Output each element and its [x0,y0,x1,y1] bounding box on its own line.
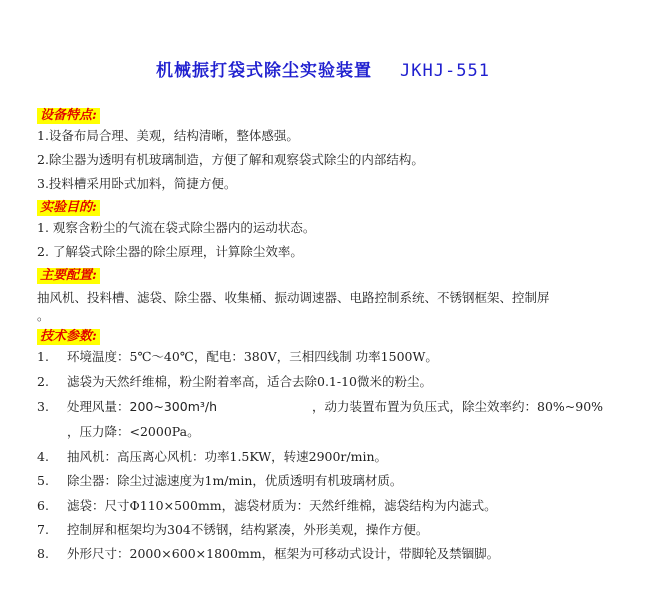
param-text-6: 滤袋：尺寸Φ110×500mm，滤袋材质为：天然纤维棉，滤袋结构为内滤式。 [67,498,497,513]
config-text: 抽风机、投料槽、滤袋、除尘器、收集桶、振动调速器、电路控制系统、不锈钢框架、控制屏 [37,290,550,305]
param-text-2: 滤袋为天然纤维棉，粉尘附着率高，适合去除0.1-10微米的粉尘。 [67,374,433,389]
param-text-3a: 处理风量：200~300m³/h [67,399,218,414]
param-num-8: 8. [37,546,49,561]
feature-item-1: 1.设备布局合理、美观，结构清晰，整体感强。 [37,128,299,143]
params-header: 技术参数: [37,329,100,345]
purpose-item-2: 2. 了解袋式除尘器的除尘原理，计算除尘效率。 [37,244,303,259]
param-num-3: 3. [37,399,49,414]
param-num-5: 5. [37,473,49,488]
features-header: 设备特点: [37,108,100,124]
purpose-item-1: 1. 观察含粉尘的气流在袋式除尘器内的运动状态。 [37,220,316,235]
param-text-8: 外形尺寸：2000×600×1800mm，框架为可移动式设计，带脚轮及禁锢脚。 [67,546,500,561]
config-tail: 。 [37,308,50,323]
param-text-3c: ，压力降：<2000Pa。 [67,424,200,439]
param-num-4: 4. [37,449,49,464]
title-main: 机械振打袋式除尘实验装置 [156,61,373,81]
param-num-6: 6. [37,498,49,513]
param-text-3b: ，动力装置布置为负压式，除尘效率约：80%~90% [312,399,604,414]
title-model: JKHJ-551 [400,61,490,81]
param-text-4: 抽风机：高压离心风机：功率1.5KW，转速2900r/min。 [67,449,388,464]
param-text-5: 除尘器：除尘过滤速度为1m/min，优质透明有机玻璃材质。 [67,473,403,488]
purpose-header: 实验目的: [37,200,100,216]
feature-item-2: 2.除尘器为透明有机玻璃制造，方便了解和观察袋式除尘的内部结构。 [37,152,424,167]
param-text-1: 环境温度：5℃～40℃，配电：380V，三相四线制 功率1500W。 [67,349,438,364]
param-num-1: 1. [37,349,49,364]
feature-item-3: 3.投料槽采用卧式加料，简捷方便。 [37,176,237,191]
config-header: 主要配置: [37,268,100,284]
param-num-2: 2. [37,374,49,389]
param-text-7: 控制屏和框架均为304不锈钢，结构紧凑，外形美观，操作方便。 [67,522,429,537]
page-title [0,56,646,81]
param-num-7: 7. [37,522,49,537]
